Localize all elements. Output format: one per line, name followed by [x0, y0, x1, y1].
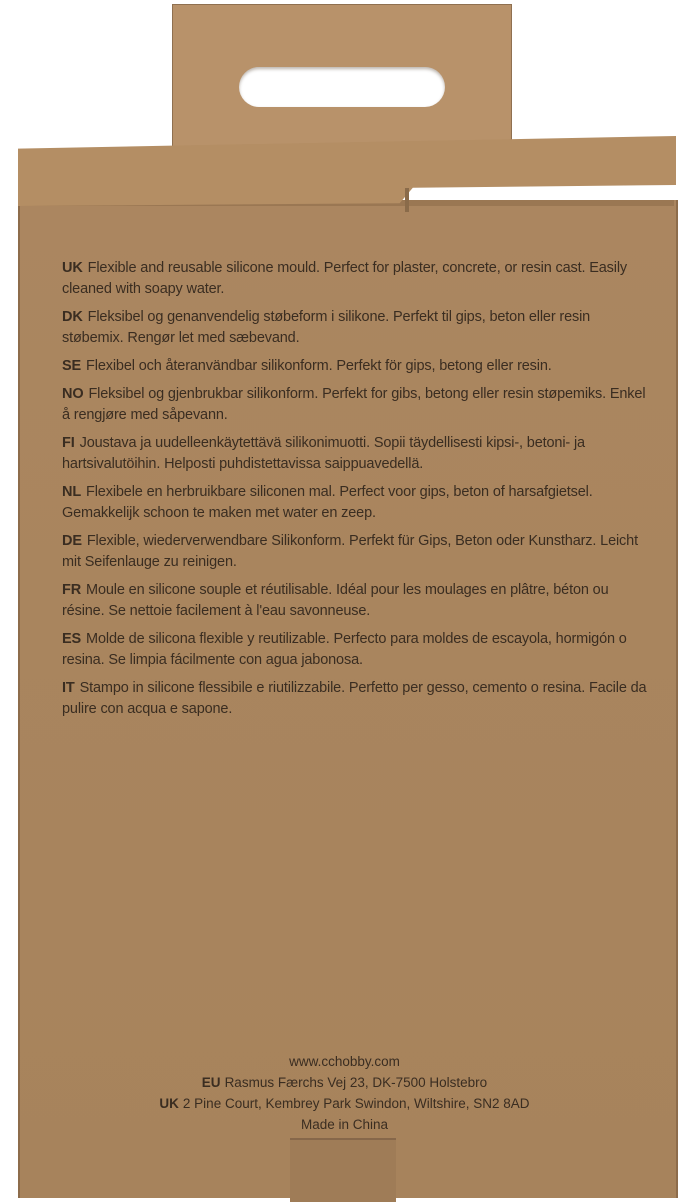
entry-text: Molde de silicona flexible y reutilizable. Perfecto para moldes de escayola, hormigón o resina. Se limpia fácilmente con agua jabonosa. — [62, 631, 627, 668]
entry-it — [62, 678, 652, 720]
uk-address: 2 Pine Court, Kembrey Park Swindon, Wiltshire, SN2 8AD — [182, 1096, 530, 1111]
entry-text: Flexibele en herbruikbare siliconen mal. Perfect voor gips, beton of harsafgietsel. Gemakkelijk schoon te maken met water en zeep. — [62, 484, 593, 521]
eu-label: EU — [201, 1075, 221, 1090]
hang-hole — [239, 67, 445, 107]
entry-text: Flexibel och återanvändbar silikonform. Perfekt för gips, betong eller resin. — [86, 358, 552, 374]
lang-code: FI — [62, 435, 75, 451]
entry-fr — [62, 580, 652, 622]
entry-dk — [62, 307, 652, 349]
lang-code: NL — [62, 484, 82, 500]
entry-text: Moule en silicone souple et réutilisable. Idéal pour les moulages en plâtre, béton ou résine. Se nettoie facilement à l'eau savonneuse. — [62, 582, 609, 619]
box-top-flap — [18, 136, 676, 206]
manufacturer-info — [0, 1051, 689, 1135]
entry-text: Flexible, wiederverwendbare Silikonform. Perfekt für Gips, Beton oder Kunstharz. Leicht mit Seifenlauge zu reinigen. — [62, 533, 638, 570]
eu-address-line — [0, 1072, 689, 1093]
entry-uk — [62, 258, 652, 300]
lang-code: FR — [62, 582, 82, 598]
multilingual-description — [62, 258, 652, 727]
entry-de — [62, 531, 652, 573]
entry-es — [62, 629, 652, 671]
entry-nl — [62, 482, 652, 524]
lang-code: SE — [62, 358, 82, 374]
entry-se — [62, 356, 652, 377]
hang-tab — [172, 4, 512, 155]
lang-code: UK — [62, 260, 83, 276]
lang-code: NO — [62, 386, 84, 402]
entry-text: Fleksibel og gjenbrukbar silikonform. Perfekt for gibs, betong eller resin støpemiks. Enkel å rengjøre med såpevann. — [62, 386, 646, 423]
lang-code: DE — [62, 533, 82, 549]
eu-address: Rasmus Færchs Vej 23, DK-7500 Holstebro — [224, 1075, 488, 1090]
entry-no — [62, 384, 652, 426]
website: www.cchobby.com — [289, 1054, 400, 1069]
entry-text: Stampo in silicone flessibile e riutilizzabile. Perfetto per gesso, cemento o resina. Facile da pulire con acqua e sapone. — [62, 680, 647, 717]
uk-label: UK — [159, 1096, 179, 1111]
entry-text: Joustava ja uudelleenkäytettävä silikonimuotti. Sopii täydellisesti kipsi-, betoni- ja hartsivalutöihin. Helposti puhdistettavissa saippuavedellä. — [62, 435, 585, 472]
lang-code: ES — [62, 631, 82, 647]
entry-text: Flexible and reusable silicone mould. Perfect for plaster, concrete, or resin cast. Easily cleaned with soapy water. — [62, 260, 628, 297]
entry-fi — [62, 433, 652, 475]
lang-code: IT — [62, 680, 75, 696]
box-bottom-tab — [290, 1138, 396, 1202]
lang-code: DK — [62, 309, 83, 325]
uk-address-line — [0, 1093, 689, 1114]
country-of-origin: Made in China — [300, 1117, 389, 1132]
flap-crease — [405, 188, 409, 212]
entry-text: Fleksibel og genanvendelig støbeform i silikone. Perfekt til gips, beton eller resin støbemix. Rengør let med sæbevand. — [62, 309, 591, 346]
